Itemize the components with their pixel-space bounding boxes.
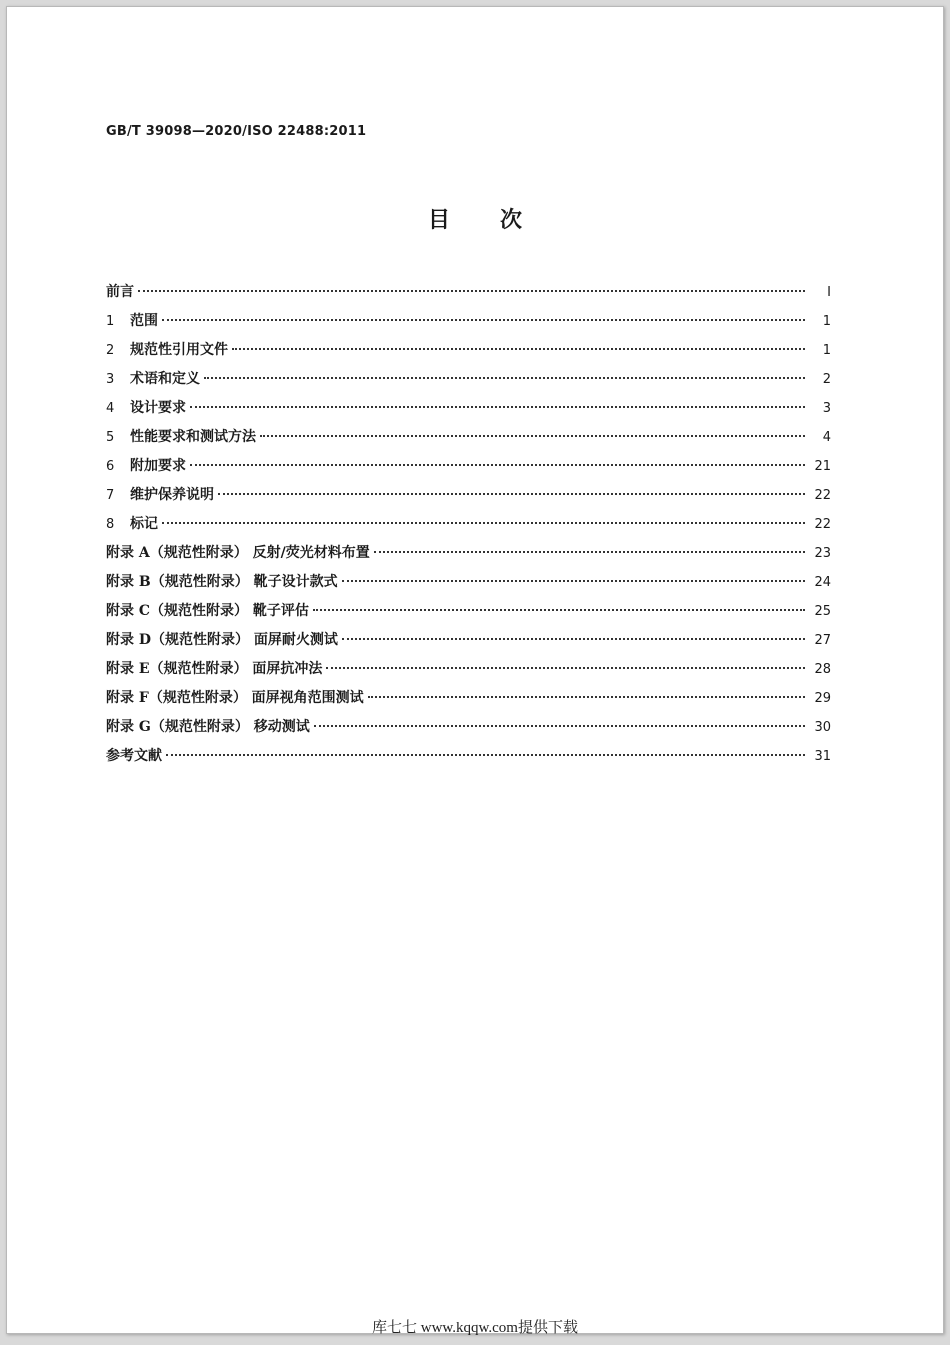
toc-entry-page: 27 (814, 633, 831, 648)
toc-entry-page: 1 (822, 343, 831, 358)
toc-entry-label: 范围 (130, 313, 158, 329)
dot-leader (166, 754, 805, 756)
toc-entry-page: 31 (814, 749, 831, 764)
toc-entry-number: 1 (106, 314, 115, 329)
toc-entry-page: 22 (814, 517, 831, 532)
toc-entry[interactable] (106, 600, 831, 629)
toc-entry[interactable] (106, 397, 831, 426)
toc-entry-page: 23 (814, 546, 831, 561)
toc-entry-page: 29 (814, 691, 831, 706)
toc-entry-label: 维护保养说明 (130, 487, 214, 503)
toc-entry-page: 30 (814, 720, 831, 735)
toc-title: 目次 (427, 208, 572, 233)
toc-entry[interactable] (106, 368, 831, 397)
dot-leader (342, 638, 805, 640)
dot-leader (204, 377, 805, 379)
dot-leader (190, 464, 805, 466)
toc-entry-label: 附录 F（规范性附录） 面屏视角范围测试 (106, 690, 364, 706)
toc-entry-page: 21 (814, 459, 831, 474)
toc-entry-label: 规范性引用文件 (130, 342, 228, 358)
toc-entry[interactable] (106, 687, 831, 716)
toc-entry[interactable] (106, 716, 831, 745)
toc-entry[interactable] (106, 310, 831, 339)
toc-entry-label: 附录 G（规范性附录） 移动测试 (106, 719, 310, 735)
toc-entry-label: 标记 (130, 516, 158, 532)
dot-leader (326, 667, 805, 669)
dot-leader (218, 493, 805, 495)
dot-leader (138, 290, 805, 292)
standard-code: GB/T 39098—2020/ISO 22488:2011 (106, 124, 367, 139)
toc-entry-number: 5 (106, 430, 115, 445)
toc-entry-page: I (827, 285, 831, 300)
toc-entry-label: 附录 A（规范性附录） 反射/荧光材料布置 (106, 545, 370, 561)
dot-leader (368, 696, 805, 698)
toc-entry-page: 25 (814, 604, 831, 619)
toc-entry-label: 附录 B（规范性附录） 靴子设计款式 (106, 574, 338, 590)
toc-entry[interactable] (106, 455, 831, 484)
dot-leader (162, 319, 805, 321)
toc-entry-number: 3 (106, 372, 115, 387)
toc-entry-label: 术语和定义 (130, 371, 200, 387)
toc-entry-label: 设计要求 (130, 400, 186, 416)
dot-leader (260, 435, 805, 437)
dot-leader (232, 348, 805, 350)
toc-entry-number: 6 (106, 459, 115, 474)
toc-entry-number: 7 (106, 488, 115, 503)
toc-entry[interactable] (106, 629, 831, 658)
dot-leader (313, 609, 805, 611)
toc-entry-label: 附录 C（规范性附录） 靴子评估 (106, 603, 309, 619)
dot-leader (374, 551, 805, 553)
dot-leader (314, 725, 805, 727)
toc-entry-label: 附录 E（规范性附录） 面屏抗冲法 (106, 661, 323, 677)
toc-entry-page: 3 (822, 401, 831, 416)
document-page (6, 6, 944, 1334)
toc-entry[interactable] (106, 484, 831, 513)
toc-entry[interactable] (106, 426, 831, 455)
table-of-contents (106, 281, 831, 774)
toc-entry-number: 2 (106, 343, 115, 358)
toc-entry[interactable] (106, 281, 831, 310)
download-source-footer: 库七七 www.kqqw.com提供下载 (372, 1320, 578, 1336)
toc-entry[interactable] (106, 658, 831, 687)
dot-leader (162, 522, 805, 524)
toc-entry-page: 4 (822, 430, 831, 445)
toc-entry-page: 28 (814, 662, 831, 677)
toc-entry-number: 4 (106, 401, 115, 416)
toc-entry-page: 2 (822, 372, 831, 387)
toc-entry-label: 性能要求和测试方法 (130, 429, 256, 445)
toc-entry-label: 参考文献 (106, 748, 162, 764)
toc-entry-page: 1 (822, 314, 831, 329)
toc-entry[interactable] (106, 339, 831, 368)
toc-entry[interactable] (106, 513, 831, 542)
toc-entry-page: 24 (814, 575, 831, 590)
toc-entry-label: 前言 (106, 284, 134, 300)
dot-leader (342, 580, 805, 582)
dot-leader (190, 406, 805, 408)
toc-entry-number: 8 (106, 517, 115, 532)
toc-entry[interactable] (106, 542, 831, 571)
toc-entry-label: 附录 D（规范性附录） 面屏耐火测试 (106, 632, 338, 648)
toc-entry[interactable] (106, 745, 831, 774)
toc-entry-page: 22 (814, 488, 831, 503)
toc-entry[interactable] (106, 571, 831, 600)
toc-entry-label: 附加要求 (130, 458, 186, 474)
